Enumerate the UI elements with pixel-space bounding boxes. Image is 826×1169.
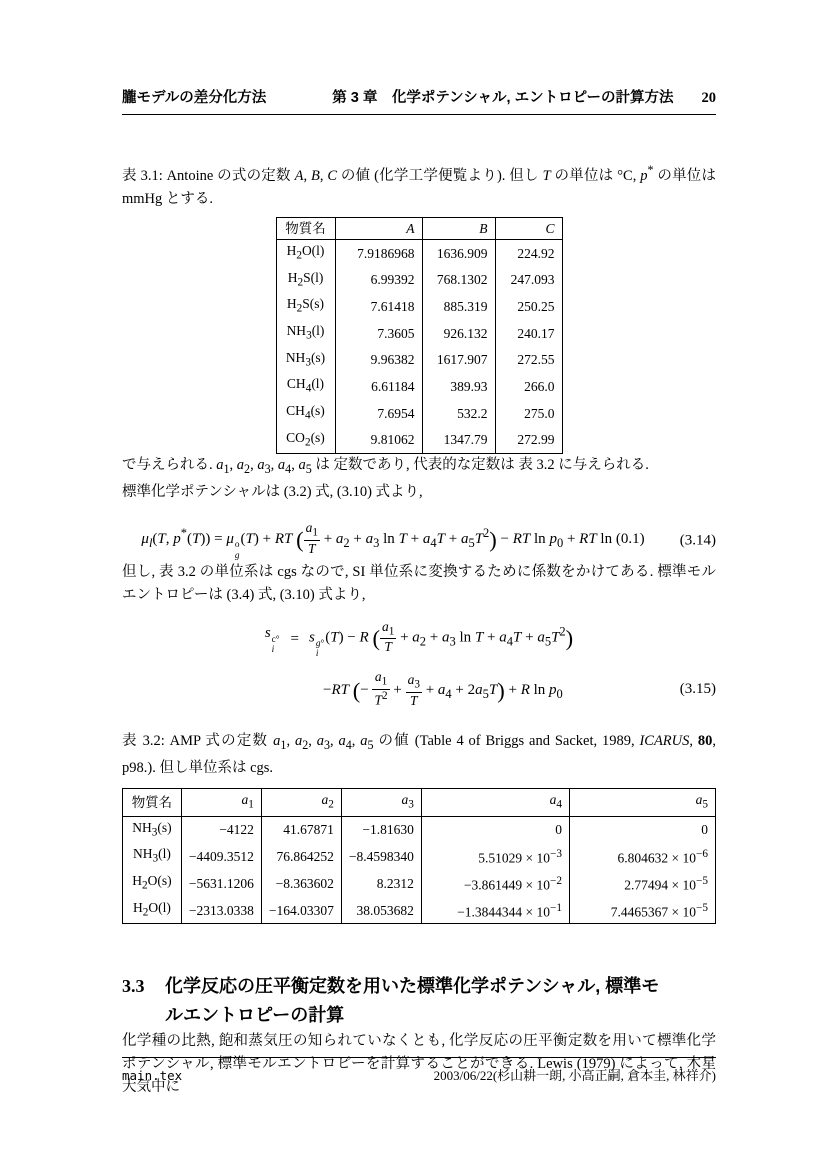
equation-3-15-rhs-line1: s g° i (T) − R ( $\frac{a_1}{T}$ + $a_2 + a_3$ $\ln T + a_4T + a_5T^2$) [309,618,574,660]
column-header: 物質名 [123,788,182,816]
column-header: $a_1$ [181,788,261,816]
value-cell: −1.81630 [341,816,421,843]
value-cell: $-3.861449 \times 10^{-2}$ [421,870,569,897]
substance-cell: $NH_3(s)$ [276,347,335,374]
equation-3-14-number: (3.14) [679,532,716,548]
value-cell: 768.1302 [422,267,495,294]
value-cell: 250.25 [495,293,562,320]
value-cell: −8.363602 [261,870,341,897]
page-footer [122,1057,716,1084]
substance-cell: $H_2O(s)$ [123,870,182,897]
equation-3-15-rhs-line2: −RT (− $\frac{a_1}{T^2}$ + $\frac{a_3}{T}$ + $a_4 + 2a_5T) + R$ $\ln p_0$ [323,669,563,708]
header-chapter-title: 第 3 章 化学ポテンシャル, エントロピーの計算方法 [332,90,674,106]
table-3-1-container [122,217,716,455]
value-cell: 41.67871 [261,816,341,843]
table-3-2-container [122,788,716,924]
equation-3-15-lhs: s c° i [264,625,280,655]
table-row [123,816,716,843]
value-cell: 8.2312 [341,870,421,897]
table-row [276,267,562,294]
value-cell: 38.053682 [341,897,421,924]
value-cell: 0 [421,816,569,843]
value-cell: 926.132 [422,320,495,347]
substance-cell: $H_2S(s)$ [276,293,335,320]
value-cell: 240.17 [495,320,562,347]
column-header: A [335,217,422,239]
header-right [332,88,716,108]
column-header: $a_4$ [421,788,569,816]
value-cell: $-1.3844344 \times 10^{-1}$ [421,897,569,924]
substance-cell: $H_2O(l)$ [276,239,335,266]
table-3-1-caption: 表 3.1: Antoine の式の定数 A, B, C の値 (化学工学便覧より). 但し T の単位は °C, p* の単位は mmHg とする. [122,163,717,207]
value-cell: 0 [570,816,716,843]
page-header [122,88,716,115]
equation-3-15 [122,619,716,708]
column-header: C [495,217,562,239]
value-cell: 6.99392 [335,267,422,294]
substance-cell: $CH_4(s)$ [276,400,335,427]
substance-cell: $NH_3(l)$ [123,843,182,870]
value-cell: 275.0 [495,400,562,427]
value-cell: 885.319 [422,293,495,320]
value-cell: −5631.1206 [181,870,261,897]
substance-cell: $CH_4(l)$ [276,373,335,400]
section-3-3-heading [122,972,716,1030]
value-cell: 1636.909 [422,239,495,266]
substance-cell: $H_2O(l)$ [123,897,182,924]
table-header-row [276,217,562,239]
value-cell: 76.864252 [261,843,341,870]
value-cell: 7.61418 [335,293,422,320]
column-header: 物質名 [276,217,335,239]
header-doc-title: 朧モデルの差分化方法 [122,90,267,106]
section-title [165,972,659,1030]
value-cell: 389.93 [422,373,495,400]
paragraph-chemical-potential: 標準化学ポテンシャルは (3.2) 式, (3.10) 式より, [122,484,423,501]
value-cell: $5.51029 \times 10^{-3}$ [421,843,569,870]
column-header: B [422,217,495,239]
value-cell: 272.99 [495,427,562,454]
substance-cell: $H_2S(l)$ [276,267,335,294]
value-cell: 224.92 [495,239,562,266]
table-row [276,239,562,266]
column-header: $a_5$ [570,788,716,816]
value-cell: 1347.79 [422,427,495,454]
section-title-line1: 化学反応の圧平衡定数を用いた標準化学ポテンシャル, 標準モ [165,976,660,997]
value-cell: −4409.3512 [181,843,261,870]
substance-cell: $NH_3(l)$ [276,320,335,347]
value-cell: 7.9186968 [335,239,422,266]
amp-constants-table [122,788,716,924]
paragraph-units-note: 但し, 表 3.2 の単位系は cgs なので, SI 単位系に変換するために係数をかけてある. 標準モルエントロピーは (3.4) 式, (3.10) 式より, [122,563,716,603]
value-cell: 6.61184 [335,373,422,400]
value-cell: 9.81062 [335,427,422,454]
value-cell: 7.3605 [335,320,422,347]
value-cell: $6.804632 \times 10^{-6}$ [570,843,716,870]
table-header-row [123,788,716,816]
column-header: $a_2$ [261,788,341,816]
value-cell: $7.4465367 \times 10^{-5}$ [570,897,716,924]
table-row [123,870,716,897]
antoine-constants-table [276,217,563,455]
value-cell: −164.03307 [261,897,341,924]
value-cell: 247.093 [495,267,562,294]
table-row [276,293,562,320]
value-cell: 272.55 [495,347,562,374]
table-row [276,320,562,347]
footer-filename: main.tex [122,1068,183,1083]
table-row [123,843,716,870]
table-row [123,897,716,924]
equation-3-15-grid [265,619,573,708]
value-cell: 7.6954 [335,400,422,427]
equation-3-14-body: $\mu_l(T$, p*(T)) = μ o g (T) + RT ( $\frac{a_1}{T}$ + $a_2 + a_3$ $\ln T + a_4T + a_5T^2$) − RT $\ln p_0$ + RT ln (0.1) [141,520,645,561]
value-cell: $2.77494 \times 10^{-5}$ [570,870,716,897]
substance-cell: $CO_2(s)$ [276,427,335,454]
paragraph-section-intro: 化学種の比熱, 飽和蒸気圧の知られていなくとも, 化学反応の圧平衡定数を用いて標準化学ポテンシャル, 標準モルエントロピーを計算することができる. Lewis (1979) によって, 木星大気中に [122,1033,716,1096]
table-3-2-caption: 表 3.2: AMP 式の定数 $a_1$, $a_2$, $a_3$, $a_4$, $a_5$ の値 (Table 4 of Briggs and Sacket, 1989, ICARUS, 80, p98.). 但し単位系は cgs. [122,733,716,776]
equation-3-15-number: (3.15) [679,681,716,698]
value-cell: 9.96382 [335,347,422,374]
value-cell: 1617.907 [422,347,495,374]
page-number: 20 [701,90,716,106]
column-header: $a_3$ [341,788,421,816]
equation-3-15-relation: = [290,630,299,647]
value-cell: 266.0 [495,373,562,400]
table-row [276,347,562,374]
table-row [276,427,562,454]
section-title-line2: ルエントロピーの計算 [165,1005,345,1026]
section-number: 3.3 [122,976,145,997]
footer-date-authors: 2003/06/22(杉山耕一朗, 小高正嗣, 倉本圭, 林祥介) [433,1068,716,1083]
value-cell: −4122 [181,816,261,843]
value-cell: −8.4598340 [341,843,421,870]
substance-cell: $NH_3(s)$ [123,816,182,843]
paragraph-constants: で与えられる. $a_1$, $a_2$, $a_3$, $a_4$, $a_5$ は 定数であり, 代表的な定数は 表 3.2 に与えられる. [122,457,649,477]
value-cell: −2313.0338 [181,897,261,924]
table-row [276,400,562,427]
equation-3-14 [122,520,716,561]
value-cell: 532.2 [422,400,495,427]
table-row [276,373,562,400]
